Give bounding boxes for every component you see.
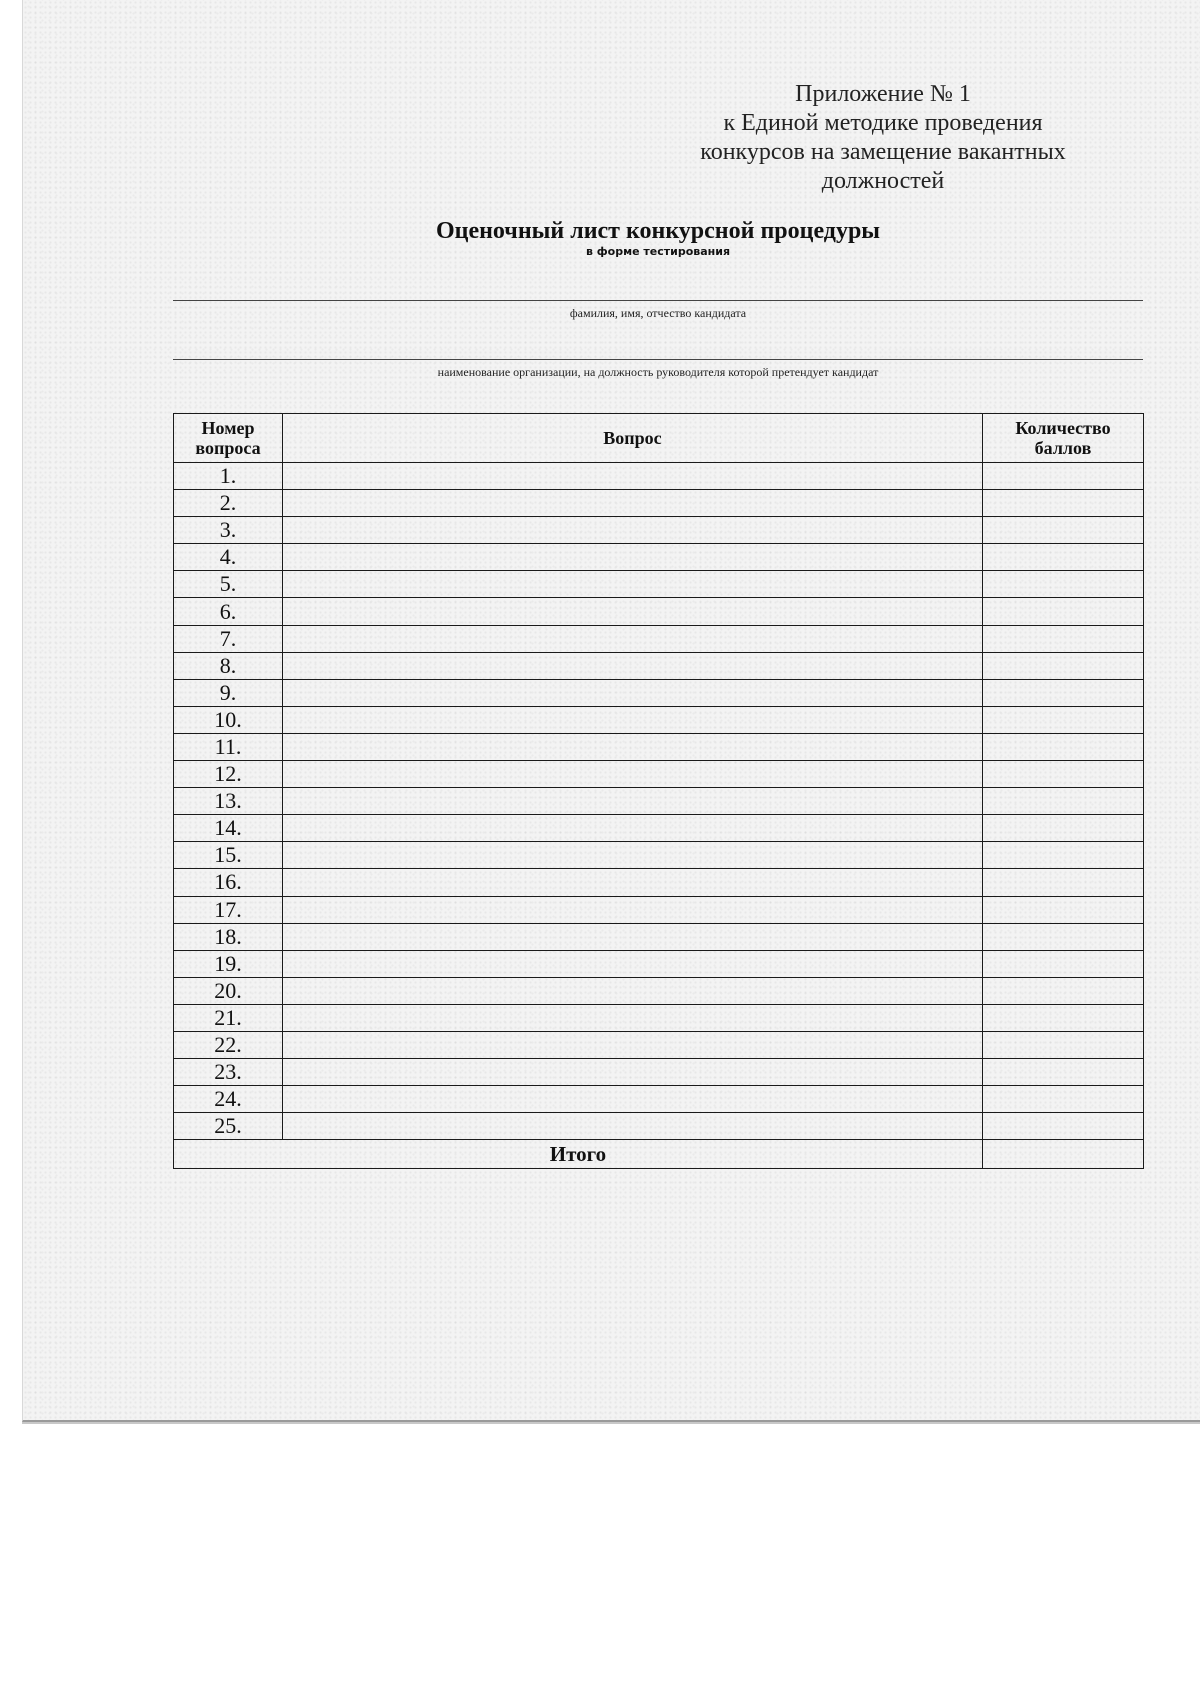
question-number: 19.: [174, 950, 283, 977]
question-number: 9.: [174, 679, 283, 706]
score-cell[interactable]: [983, 1031, 1144, 1058]
question-number: 20.: [174, 977, 283, 1004]
table-row: [174, 652, 1144, 679]
score-cell[interactable]: [983, 1086, 1144, 1113]
question-number: 4.: [174, 544, 283, 571]
score-cell[interactable]: [983, 652, 1144, 679]
score-cell[interactable]: [983, 1059, 1144, 1086]
table-row: [174, 977, 1144, 1004]
col-header-score: [983, 414, 1144, 463]
question-cell[interactable]: [283, 706, 983, 733]
question-number: 13.: [174, 788, 283, 815]
appendix-line-1: Приложение № 1: [795, 81, 971, 107]
question-number: 6.: [174, 598, 283, 625]
table-header-row: [174, 414, 1144, 463]
question-number: 8.: [174, 652, 283, 679]
organization-line[interactable]: [173, 359, 1143, 360]
evaluation-table: [173, 413, 1144, 1169]
question-cell[interactable]: [283, 571, 983, 598]
score-cell[interactable]: [983, 679, 1144, 706]
table-row: [174, 1086, 1144, 1113]
question-number: 17.: [174, 896, 283, 923]
question-number: 14.: [174, 815, 283, 842]
table-row: [174, 625, 1144, 652]
total-score-cell[interactable]: [983, 1140, 1144, 1169]
question-cell[interactable]: [283, 1086, 983, 1113]
document-page: [22, 0, 1200, 1422]
question-number: 24.: [174, 1086, 283, 1113]
table-row: [174, 706, 1144, 733]
question-cell[interactable]: [283, 598, 983, 625]
score-cell[interactable]: [983, 706, 1144, 733]
score-cell[interactable]: [983, 598, 1144, 625]
question-cell[interactable]: [283, 923, 983, 950]
question-number: 7.: [174, 625, 283, 652]
question-cell[interactable]: [283, 733, 983, 760]
table-row: [174, 463, 1144, 490]
question-cell[interactable]: [283, 842, 983, 869]
question-cell[interactable]: [283, 950, 983, 977]
total-label: Итого: [174, 1140, 983, 1169]
table-row: [174, 869, 1144, 896]
question-cell[interactable]: [283, 1031, 983, 1058]
question-number: 21.: [174, 1004, 283, 1031]
table-row: [174, 598, 1144, 625]
question-cell[interactable]: [283, 869, 983, 896]
question-number: 18.: [174, 923, 283, 950]
question-number: 5.: [174, 571, 283, 598]
score-cell[interactable]: [983, 1004, 1144, 1031]
table-row: [174, 1059, 1144, 1086]
score-cell[interactable]: [983, 1113, 1144, 1140]
score-cell[interactable]: [983, 571, 1144, 598]
table-row: [174, 544, 1144, 571]
col-header-score-line-2: баллов: [1034, 438, 1092, 458]
document-subtitle: в форме тестирования: [585, 245, 731, 258]
question-cell[interactable]: [283, 517, 983, 544]
table-row: [174, 761, 1144, 788]
col-header-number-line-2: вопроса: [195, 438, 261, 458]
question-cell[interactable]: [283, 652, 983, 679]
question-cell[interactable]: [283, 679, 983, 706]
table-row: [174, 1004, 1144, 1031]
organization-caption: наименование организации, на должность руководителя которой претендует кандидат: [437, 365, 879, 379]
question-cell[interactable]: [283, 815, 983, 842]
table-row: [174, 815, 1144, 842]
table-row: [174, 490, 1144, 517]
question-number: 10.: [174, 706, 283, 733]
question-number: 23.: [174, 1059, 283, 1086]
question-number: 15.: [174, 842, 283, 869]
candidate-name-line[interactable]: [173, 300, 1143, 301]
score-cell[interactable]: [983, 625, 1144, 652]
question-cell[interactable]: [283, 490, 983, 517]
candidate-name-caption: фамилия, имя, отчество кандидата: [569, 306, 747, 320]
appendix-line-2: к Единой методике проведения: [723, 110, 1043, 136]
question-cell[interactable]: [283, 896, 983, 923]
appendix-header: [603, 80, 1163, 196]
score-cell[interactable]: [983, 977, 1144, 1004]
score-cell[interactable]: [983, 869, 1144, 896]
question-number: 2.: [174, 490, 283, 517]
question-cell[interactable]: [283, 463, 983, 490]
total-row: [174, 1140, 1144, 1169]
table-row: [174, 950, 1144, 977]
table-row: [174, 1113, 1144, 1140]
question-cell[interactable]: [283, 1004, 983, 1031]
score-cell[interactable]: [983, 761, 1144, 788]
col-header-number-line-1: Номер: [201, 418, 255, 438]
score-cell[interactable]: [983, 490, 1144, 517]
score-cell[interactable]: [983, 923, 1144, 950]
score-cell[interactable]: [983, 788, 1144, 815]
question-cell[interactable]: [283, 977, 983, 1004]
question-number: 12.: [174, 761, 283, 788]
question-cell[interactable]: [283, 788, 983, 815]
score-cell[interactable]: [983, 950, 1144, 977]
score-cell[interactable]: [983, 815, 1144, 842]
question-number: 25.: [174, 1113, 283, 1140]
question-cell[interactable]: [283, 544, 983, 571]
question-cell[interactable]: [283, 625, 983, 652]
score-cell[interactable]: [983, 544, 1144, 571]
col-header-question: Вопрос: [283, 414, 983, 463]
question-number: 3.: [174, 517, 283, 544]
table-row: [174, 571, 1144, 598]
question-number: 16.: [174, 869, 283, 896]
question-number: 22.: [174, 1031, 283, 1058]
score-cell[interactable]: [983, 733, 1144, 760]
question-cell[interactable]: [283, 1113, 983, 1140]
table-row: [174, 679, 1144, 706]
table-row: [174, 842, 1144, 869]
score-cell[interactable]: [983, 896, 1144, 923]
score-cell[interactable]: [983, 517, 1144, 544]
table-row: [174, 517, 1144, 544]
appendix-line-4: должностей: [821, 168, 945, 194]
question-cell[interactable]: [283, 761, 983, 788]
table-row: [174, 1031, 1144, 1058]
question-number: 11.: [174, 733, 283, 760]
question-cell[interactable]: [283, 1059, 983, 1086]
score-cell[interactable]: [983, 842, 1144, 869]
appendix-line-3: конкурсов на замещение вакантных: [700, 139, 1066, 165]
score-cell[interactable]: [983, 463, 1144, 490]
table-row: [174, 733, 1144, 760]
table-row: [174, 788, 1144, 815]
document-title: Оценочный лист конкурсной процедуры: [435, 218, 881, 244]
question-number: 1.: [174, 463, 283, 490]
col-header-number: [174, 414, 283, 463]
table-row: [174, 923, 1144, 950]
table-row: [174, 896, 1144, 923]
col-header-score-line-1: Количество: [1015, 418, 1111, 438]
